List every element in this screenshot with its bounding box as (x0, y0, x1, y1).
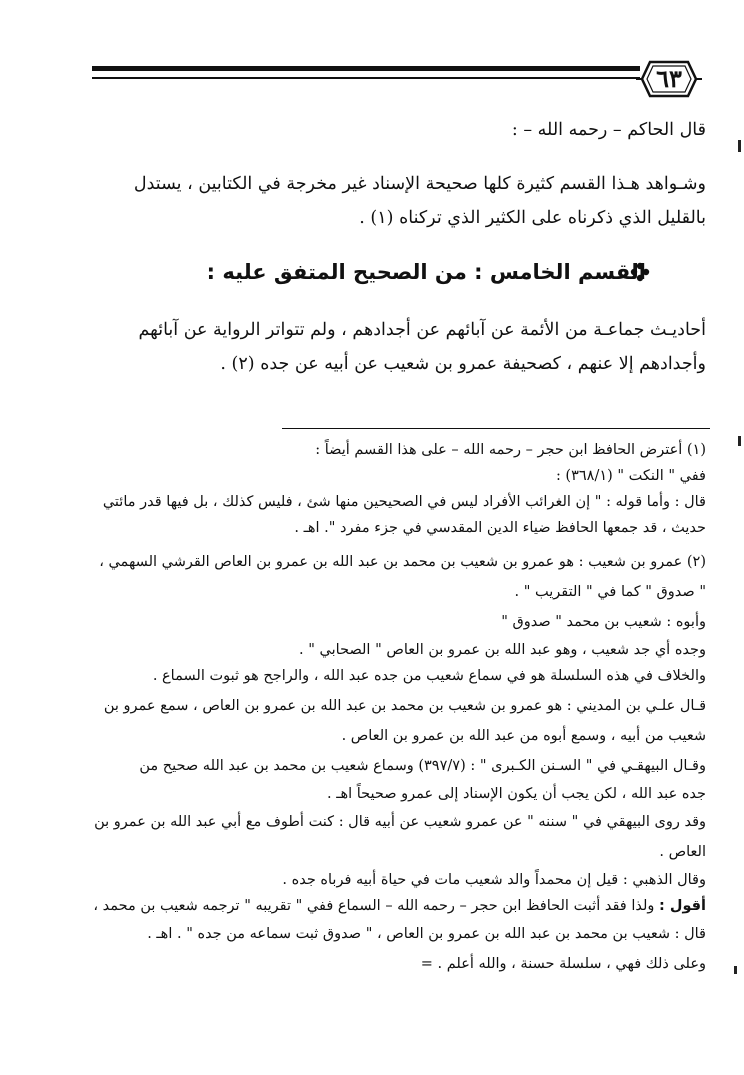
paragraph-2-text: وأجدادهم إلا عنهم ، كصحيفة عمرو بن شعيب عن أبيه عن جده (260, 354, 706, 374)
hakim-intro: قال الحاكم – رحمه الله – : (511, 120, 706, 140)
section-heading: القسم الخامس : من الصحيح المتفق عليه : (206, 260, 646, 284)
footnote-line: حديث ، قد جمعها الحافظ ضياء الدين المقدسي في جزء مفرد ". اهـ . (294, 520, 706, 536)
header-rule-thin (92, 77, 640, 79)
footnote-ref-1: (١) . (359, 208, 394, 228)
paragraph-1-line-1: وشـواهد هـذا القسم كثيرة كلها صحيحة الإسناد غير مخرجة في الكتابين ، يستدل (133, 174, 706, 194)
footnote-line: جده عبد الله ، لكن يجب أن يكون الإسناد إلى عمرو صحيحاً اهـ . (326, 786, 706, 802)
paragraph-1-text: بالقليل الذي ذكرناه على الكثير الذي تركناه (399, 208, 706, 228)
footnote-ref-2: (٢) . (220, 354, 255, 374)
aqul-lead: أقول : (659, 898, 706, 914)
footnote-line: وقد روى البيهقي في " سننه " عن عمرو شعيب عن أبيه قال : كنت أطوف مع أبي عبد الله بن عمرو بن (94, 814, 706, 830)
footnote-line: العاص . (659, 844, 706, 860)
header-rule-thick (92, 66, 640, 71)
footnote-separator (282, 428, 710, 429)
footnote-line: ففي " النكت " (٣٦٨/١) : (555, 468, 706, 484)
footnote-line: " صدوق " كما في " التقريب " . (514, 584, 706, 600)
footnote-line: شعيب من أبيه ، وسمع أبوه من عبد الله بن عمرو بن العاص . (341, 728, 706, 744)
footnote-line: وأبوه : شعيب بن محمد " صدوق " (501, 614, 706, 630)
footnote-line: (١) أعترض الحافظ ابن حجر – رحمه الله – على هذا القسم أيضاً : (315, 442, 706, 458)
paragraph-2-line-1: أحاديـث جماعـة من الأئمة عن آبائهم عن أجدادهم ، ولم تتواتر الرواية عن آبائهم (138, 320, 706, 340)
footnote-line: قـال علـي بن المديني : هو عمرو بن شعيب بن محمد بن عبد الله بن عمرو بن العاص ، سمع عمرو بن (103, 698, 706, 714)
footnote-line (93, 894, 706, 918)
footnote-line: والخلاف في هذه السلسلة هو في سماع شعيب من جده عبد الله ، والراجح هو ثبوت السماع . (152, 668, 706, 684)
scan-edge-mark (734, 966, 737, 974)
footnote-line: قال : شعيب بن محمد بن عبد الله بن عمرو بن العاص ، " صدوق ثبت سماعه من جده " . اهـ . (147, 926, 706, 942)
scan-edge-mark (738, 436, 741, 446)
footnote-line: وقال الذهبي : قيل إن محمداً والد شعيب مات في حياة أبيه فرباه جده . (282, 872, 706, 888)
scan-edge-mark (738, 140, 741, 152)
page-number: ٦٣ (656, 64, 682, 93)
footnote-line: وجده أي جد شعيب ، وهو عبد الله بن عمرو بن العاص " الصحابي " . (299, 642, 706, 658)
footnote-line: وعلى ذلك فهي ، سلسلة حسنة ، والله أعلم . = (420, 956, 706, 972)
footnote-line: قال : وأما قوله : " إن الغرائب الأفراد ليس في الصحيحين منها شئ ، فليس كذلك ، بل فيها قدر مائتي (102, 494, 706, 510)
footnote-line: (٢) عمرو بن شعيب : هو عمرو بن شعيب بن محمد بن عبد الله بن عمرو بن العاص القرشي السهمي ، (99, 554, 706, 570)
aqul-text: ولذا فقد أثبت الحافظ ابن حجر – رحمه الله – السماع ففي " تقريبه " ترجمه شعيب بن محمد ، (93, 898, 655, 914)
paragraph-1-line-2 (359, 204, 706, 232)
footnote-line: وقـال البيهقـي في " السـنن الكـبرى " : (٣٩٧/٧) وسماع شعيب بن محمد بن عبد الله صحيح من (139, 758, 706, 774)
paragraph-2-line-2 (220, 350, 706, 378)
